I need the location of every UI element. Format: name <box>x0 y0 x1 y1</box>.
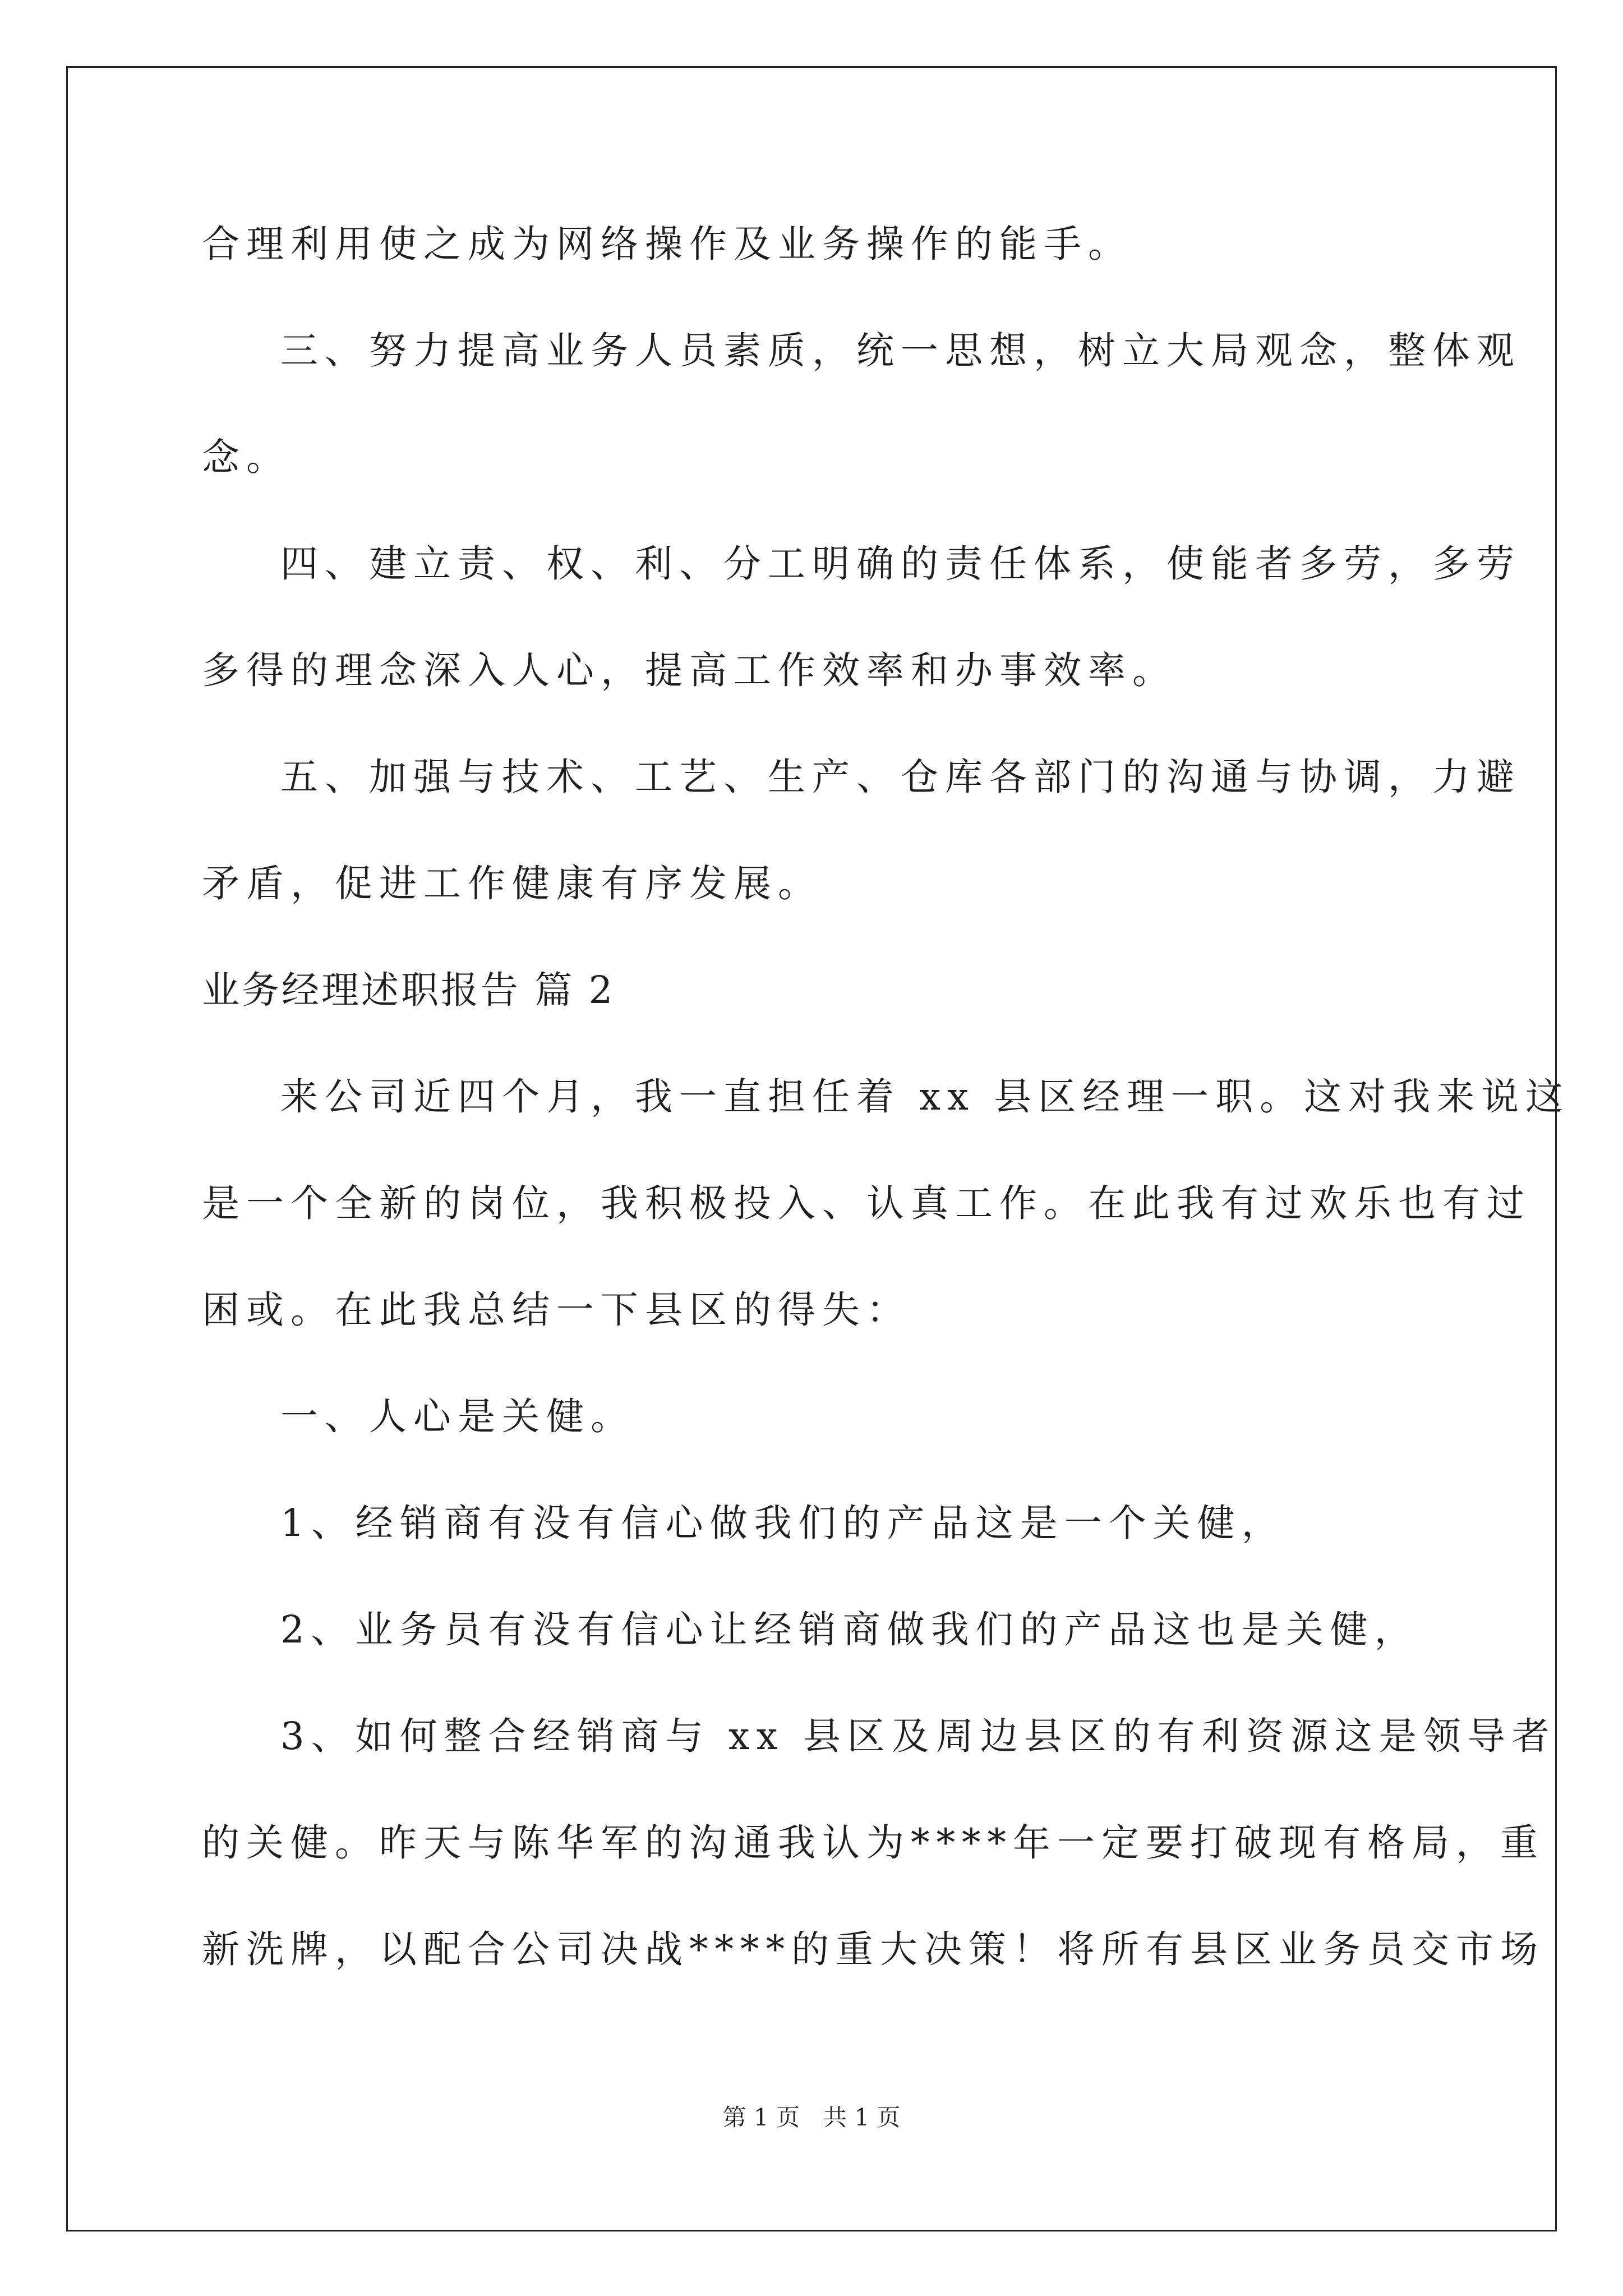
paragraph-line-13: 1、经销商有没有信心做我们的产品这是一个关健， <box>280 1501 1286 1545</box>
paragraph-line-3: 念。 <box>202 435 291 479</box>
paragraph-line-17: 新洗牌，以配合公司决战****的重大决策！将所有县区业务员交市场 <box>202 1927 1544 1971</box>
paragraph-line-6: 五、加强与技术、工艺、生产、仓库各部门的沟通与协调，力避 <box>280 755 1521 799</box>
paragraph-line-5: 多得的理念深入人心，提高工作效率和办事效率。 <box>202 648 1177 692</box>
page-footer: 第 1 页 共 1 页 <box>722 2104 901 2131</box>
paragraph-line-15: 3、如何整合经销商与 xx 县区及周边县区的有利资源这是领导者 <box>280 1714 1556 1758</box>
paragraph-line-4: 四、建立责、权、利、分工明确的责任体系，使能者多劳，多劳 <box>280 542 1521 586</box>
paragraph-line-14: 2、业务员有没有信心让经销商做我们的产品这也是关健， <box>280 1608 1419 1651</box>
paragraph-line-12: 一、人心是关健。 <box>280 1395 635 1438</box>
paragraph-line-10: 是一个全新的岗位，我积极投入、认真工作。在此我有过欢乐也有过 <box>202 1181 1531 1225</box>
section-heading: 业务经理述职报告 篇 2 <box>202 968 615 1012</box>
paragraph-line-16: 的关健。昨天与陈华军的沟通我认为****年一定要打破现有格局，重 <box>202 1821 1544 1865</box>
paragraph-line-2: 三、努力提高业务人员素质，统一思想，树立大局观念，整体观 <box>280 329 1521 372</box>
page-border <box>66 66 1557 2231</box>
paragraph-line-7: 矛盾，促进工作健康有序发展。 <box>202 862 822 905</box>
paragraph-line-9: 来公司近四个月，我一直担任着 xx 县区经理一职。这对我来说这 <box>280 1075 1570 1119</box>
paragraph-line-11: 困或。在此我总结一下县区的得失： <box>202 1288 911 1332</box>
paragraph-line-1: 合理利用使之成为网络操作及业务操作的能手。 <box>202 222 1132 266</box>
